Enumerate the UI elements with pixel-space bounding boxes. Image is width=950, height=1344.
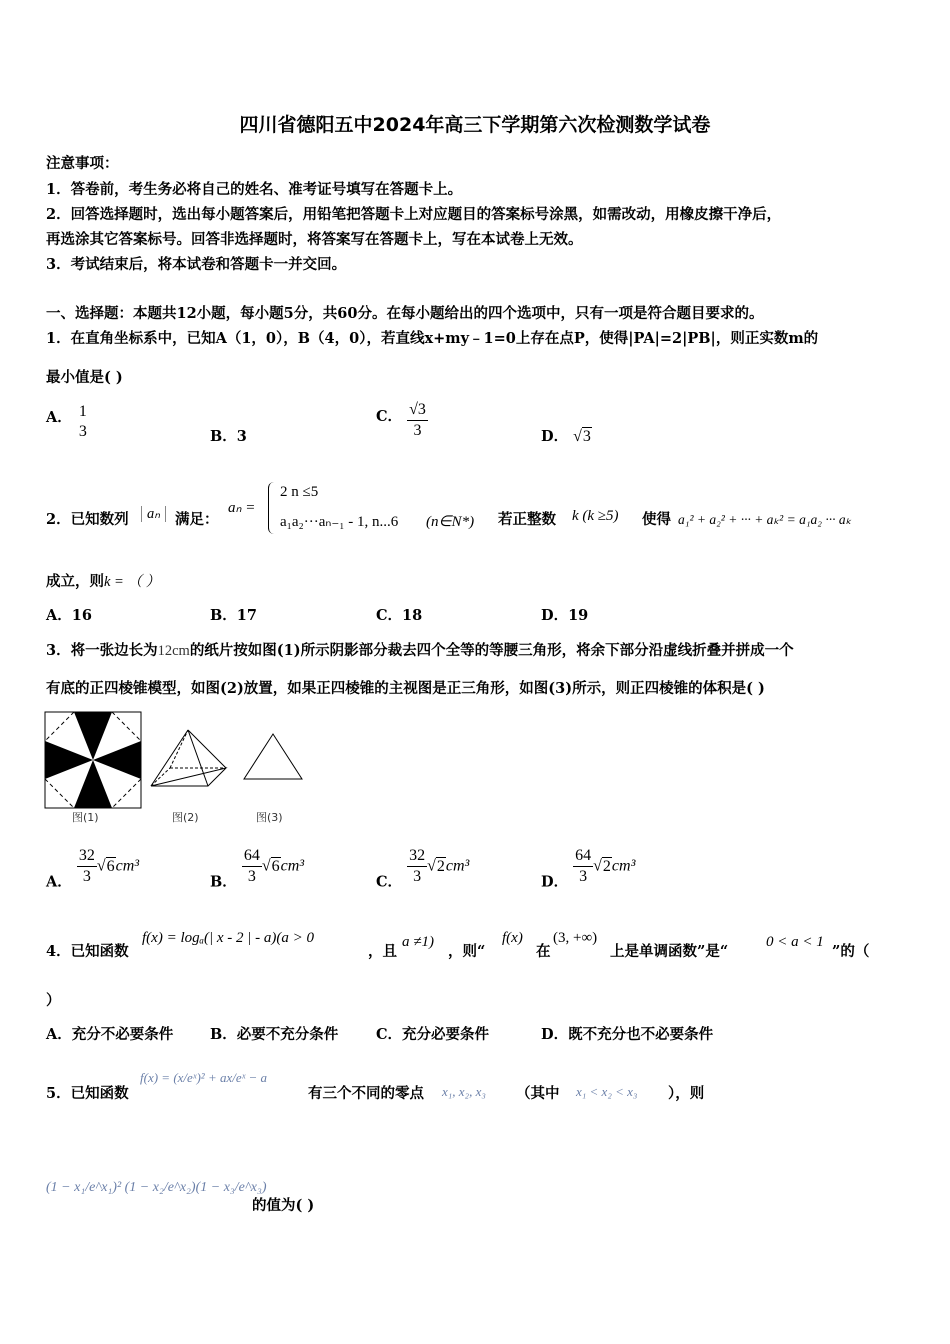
q4-option-b: B．必要不充分条件 — [210, 1026, 339, 1043]
q2-line2: 成立，则k = （ ） — [46, 573, 161, 590]
q4-function: f(x) = logₐ(| x - 2 | - a)(a > 0 — [142, 930, 314, 946]
q3-option-d: D． $\frac{64}{3}$ √2cm³ — [541, 847, 636, 891]
q3-figure-1-label: 图(1) — [72, 811, 99, 824]
q5-text-d: ），则 — [668, 1085, 705, 1102]
q3-figure-1 — [44, 711, 142, 809]
q4-interval: (3, +∞) — [553, 930, 598, 946]
q3-option-b: B． $\frac{64}{3}$ √6cm³ — [210, 847, 305, 891]
q2-case1: 2 n ≤5 — [280, 484, 319, 500]
q2-option-d: D．19 — [541, 607, 589, 624]
notice-item: 2．回答选择题时，选出每小题答案后，用铅笔把答题卡上对应题目的答案标号涂黑，如需改动，用橡皮擦干净后， — [46, 206, 782, 223]
q4-text-g: ”的（ — [832, 943, 870, 960]
q2-mid: 若正整数 — [498, 511, 556, 528]
q5-prefix: 5．已知函数 — [46, 1085, 129, 1102]
q5-function: f(x) = (x/eˣ)² + ax/eˣ − a — [140, 1070, 268, 1085]
q4-range: 0 < a < 1 — [766, 934, 824, 950]
q4-line2: ） — [46, 992, 61, 1009]
q2-cond: (n∈N*) — [426, 514, 475, 530]
q5-text-c: （其中 — [516, 1085, 560, 1102]
q2-equation: a₁² + a₂² + ··· + aₖ² = a₁a₂ ··· aₖ — [678, 512, 852, 527]
q1-stem-cont: 最小值是( ) — [46, 369, 123, 386]
q5-text-b: 有三个不同的零点 — [308, 1085, 424, 1102]
q1-option-b: B．3 — [210, 428, 247, 445]
q2-case2: a₁a₂···aₙ₋₁ - 1, n...6 — [280, 514, 399, 530]
q2-k: k (k ≥5) — [572, 508, 619, 524]
q2-option-a: A．16 — [46, 607, 92, 624]
q3-figure-3 — [242, 732, 304, 782]
q4-text-b: ，且 — [368, 943, 397, 960]
q1-stem: 1．在直角坐标系中，已知A（1，0），B（4，0），若直线x+my﹣1=0上存在点P，使得|PA|=2|PB|，则正实数m的 — [46, 330, 819, 347]
q4-option-d: D．既不充分也不必要条件 — [541, 1026, 714, 1043]
notice-heading: 注意事项： — [46, 155, 119, 172]
q4-prefix: 4．已知函数 — [46, 943, 129, 960]
q3-figure-2-label: 图(2) — [172, 811, 199, 824]
q2-seq: aₙ — [141, 506, 166, 523]
notice-item: 1．答卷前，考生务必将自己的姓名、准考证号填写在答题卡上。 — [46, 181, 463, 198]
q3-stem: 3．将一张边长为12cm的纸片按如图(1)所示阴影部分裁去四个全等的等腰三角形，将余下部分沿虚线折叠并拼成一个 — [46, 642, 794, 659]
q4-text-e: 上是单调函数”是“ — [610, 943, 729, 960]
exam-title: 四川省德阳五中2024年高三下学期第六次检测数学试卷 — [239, 114, 711, 136]
q5-order: x₁ < x₂ < x₃ — [576, 1084, 638, 1099]
q4-fx: f(x) — [502, 930, 523, 946]
q4-text-d: 在 — [536, 943, 551, 960]
q3-figure-2 — [148, 728, 230, 790]
q2-option-b: B．17 — [210, 607, 257, 624]
notice-item: 再选涂其它答案标号。回答非选择题时，将答案写在答题卡上，写在本试卷上无效。 — [46, 231, 583, 248]
q3-stem-cont: 有底的正四棱锥模型，如图(2)放置，如果正四棱锥的主视图是正三角形，如图(3)所示，则正四棱锥的体积是( ) — [46, 680, 765, 697]
notice-item: 3．考试结束后，将本试卷和答题卡一并交回。 — [46, 256, 347, 273]
q5-text-e: 的值为( ) — [252, 1197, 315, 1214]
q1-option-a: A． 1 3 — [46, 403, 87, 440]
q2-get: 使得 — [642, 511, 671, 528]
q1-option-d: D． √3 — [541, 428, 591, 445]
q4-cond: a ≠1) — [402, 934, 434, 950]
q2-brace — [268, 482, 277, 534]
q3-figure-3-label: 图(3) — [256, 811, 283, 824]
q5-expression: (1 − x₁/e^x₁)² (1 − x₂/e^x₂)(1 − x₃/e^x₃) — [46, 1180, 267, 1195]
q5-zeros: x₁, x₂, x₃ — [442, 1084, 486, 1099]
q2-prefix: 2．已知数列 — [46, 511, 129, 528]
q4-option-c: C．充分必要条件 — [376, 1026, 490, 1043]
q2-satisfy: 满足： — [175, 511, 219, 528]
section-heading: 一、选择题：本题共12小题，每小题5分，共60分。在每小题给出的四个选项中，只有一项是符合题目要求的。 — [46, 305, 764, 322]
q4-text-c: ，则“ — [448, 943, 486, 960]
q3-option-a: A． $\frac{32}{3}$ √6cm³ — [46, 847, 140, 891]
q2-option-c: C．18 — [376, 607, 423, 624]
q3-option-c: C． $\frac{32}{3}$ √2cm³ — [376, 847, 470, 891]
q2-an: aₙ = — [228, 500, 256, 516]
q4-option-a: A．充分不必要条件 — [46, 1026, 174, 1043]
q1-option-c: C． $\frac{√3}{3}$ — [376, 401, 426, 439]
